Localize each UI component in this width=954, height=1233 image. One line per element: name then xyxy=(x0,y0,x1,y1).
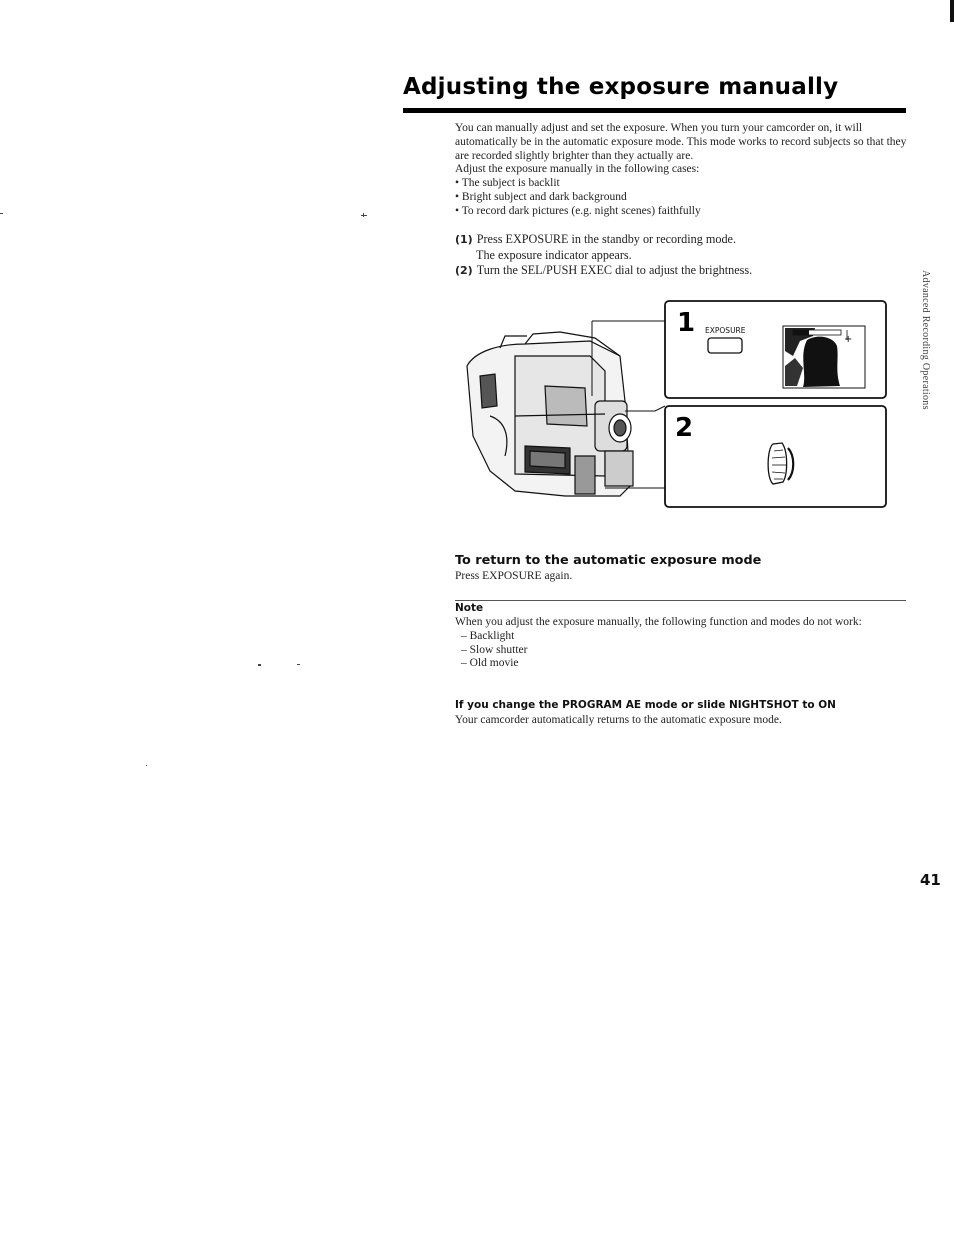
list-item: • To record dark pictures (e.g. night scenes) faithfully xyxy=(455,204,701,217)
note-list xyxy=(455,630,905,671)
list-item: – Slow shutter xyxy=(461,643,528,656)
exposure-button-icon xyxy=(708,338,742,353)
camcorder-drawing xyxy=(467,332,633,496)
scan-speck xyxy=(0,213,3,214)
page-title: Adjusting the exposure manually xyxy=(403,74,839,100)
note-heading: Note xyxy=(455,602,484,614)
page-number: 41 xyxy=(920,871,941,889)
program-ae-heading: If you change the PROGRAM AE mode or slide NIGHTSHOT to ON xyxy=(455,699,836,711)
step-1 xyxy=(455,232,895,248)
step-number: (2) xyxy=(455,264,473,277)
step-number: (1) xyxy=(455,233,473,246)
exposure-button-label: EXPOSURE xyxy=(705,326,746,335)
return-section-body: Press EXPOSURE again. xyxy=(455,570,573,582)
cases-list xyxy=(455,177,855,218)
exposure-plus-sign: + xyxy=(844,334,853,345)
panel-1-number: 1 xyxy=(677,308,696,338)
scan-speck xyxy=(258,664,261,666)
camcorder-illustration xyxy=(455,296,895,516)
steps xyxy=(455,232,895,279)
note-body xyxy=(455,616,905,671)
scan-speck xyxy=(146,765,147,766)
step-1-sub: The exposure indicator appears. xyxy=(476,247,632,262)
list-item: – Old movie xyxy=(461,657,519,670)
scan-speck xyxy=(361,215,367,216)
subject-silhouette xyxy=(803,337,840,387)
side-tab-label: Advanced Recording Operations xyxy=(920,270,931,410)
note-text: When you adjust the exposure manually, the following function and modes do not work: xyxy=(455,616,862,628)
edge-bar xyxy=(950,0,954,22)
return-section-heading: To return to the automatic exposure mode xyxy=(455,553,762,568)
list-item: – Backlight xyxy=(461,629,515,642)
list-item: • The subject is backlit xyxy=(455,177,560,189)
step-text: Turn the SEL/PUSH EXEC dial to adjust the brightness. xyxy=(476,263,753,277)
list-item: • Bright subject and dark background xyxy=(455,190,627,203)
program-ae-body: Your camcorder automatically returns to the automatic exposure mode. xyxy=(455,714,782,726)
note-rule xyxy=(455,600,906,601)
panel-2-number: 2 xyxy=(675,413,694,443)
intro-text xyxy=(455,122,907,177)
step-2 xyxy=(455,263,895,279)
intro-paragraph: You can manually adjust and set the exposure. When you turn your camcorder on, it will automatically be in the automatic exposure mode. This mode works to record subjects so that they are recorded slightly brighter than they actually are. xyxy=(455,122,907,162)
scan-speck xyxy=(297,664,300,665)
scan-speck xyxy=(363,213,364,217)
intro-lead: Adjust the exposure manually in the following cases: xyxy=(455,163,700,176)
title-rule xyxy=(403,108,906,113)
step-text: Press EXPOSURE in the standby or recording mode. xyxy=(476,232,737,246)
